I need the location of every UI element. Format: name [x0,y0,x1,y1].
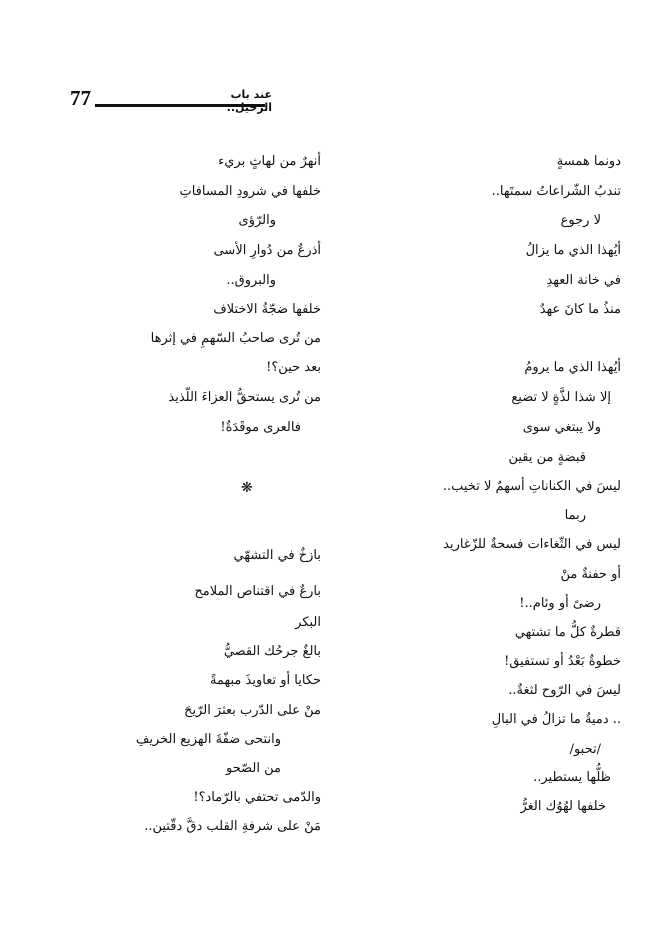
poem-line: وانتحى ضفّةَ الهزيع الخريفِ [135,732,281,747]
poem-line: بالغٌ جرحُك القصيُّ [223,644,321,659]
poem-line: ليسَ في الكناناتِ أسهمٌ لا تخيب.. [442,479,621,494]
poem-line: خطوةٌ بَعْدُ أو تستفيق! [504,654,621,669]
poem-line: والبروق.. [226,273,276,288]
poem-line: ظلُّها يستطير.. [533,770,611,785]
poem-line: أو حفنةٌ منْ [560,567,621,582]
poem-line: .. دميةٌ ما تزالُ في البالِ [491,712,621,727]
poem-line: من تُرى صاحبُ السّهمِ في إثرها [150,331,321,346]
poem-line: لا رجوع [560,213,601,228]
poem-right-column [361,0,621,850]
poem-line: منذُ ما كانَ عهدٌ [539,302,621,317]
poem-line: ليس في الثّغاءات فسحةٌ للزّغاريد [443,537,621,552]
poem-line: بعد حين؟! [266,360,321,375]
poem-line: دونما همسةٍ [556,154,621,169]
poem-line: إلا شذا لذَّةٍ لا تضيع [511,390,611,405]
poem-line: ولا يبتغي سوى [522,420,601,435]
poem-line: رضىً أو وئام..! [519,596,601,611]
poem-line: حكايا أو تعاويذَ مبهمةً [210,673,321,688]
poem-line: منْ على الدّرب بعثرَ الرّيحَ [184,703,321,718]
poem-line: خلفها لهُوُك الغرُّ [520,799,606,814]
poem-line: من الصّحو [226,761,281,776]
poem-line: خلفها في شرودِ المسافاتِ [179,184,321,199]
page-number: 77 [70,86,91,110]
poem-left-column [41,0,321,850]
poem-line: خلفها ضجّةُ الاختلاف [213,302,321,317]
poem-line: بازخٌ في التشهّي [233,548,321,563]
poem-line: والدّمى تحتفي بالرّماد؟! [193,790,321,805]
poem-line: أذرعٌ من دُوارِ الأسى [213,243,321,258]
poem-line: قطرةٌ كلُّ ما تشتهي [514,625,621,640]
poem-line: أنهرٌ من لهاثٍ بريء [218,154,321,169]
running-title: عند باب الرحيل.. [226,88,272,114]
poem-line: والرّؤى [238,213,276,228]
poem-line: ربما [564,508,586,523]
poem-line: تندبُ الشّراعاتُ سمتَها.. [491,184,621,199]
poem-line: أيُهذا الذي ما يزالُ [525,243,621,258]
poem-line: في خانة العهدِ [546,273,621,288]
poem-line: من تُرى يستحقُّ العزاءَ اللّذيذ [168,390,321,405]
poem-line: /تحبو/ [569,742,601,757]
poem-line: البكر [295,615,321,630]
poem-line: قبضةٍ من يقين [508,450,586,465]
poem-line: أيُهذا الذي ما يرومُ [524,360,621,375]
poem-line: مَنْ على شرفةِ القلب دقَّ دقّتين.. [144,819,321,834]
poem-line: بارعٌ في اقتناص الملامح [194,584,321,599]
poem-line: ليسَ في الرّوح لثغةٌ.. [508,683,621,698]
poem-line: فالعرى موقَدَةٌ! [220,420,301,435]
section-divider-star: ❋ [241,480,253,496]
